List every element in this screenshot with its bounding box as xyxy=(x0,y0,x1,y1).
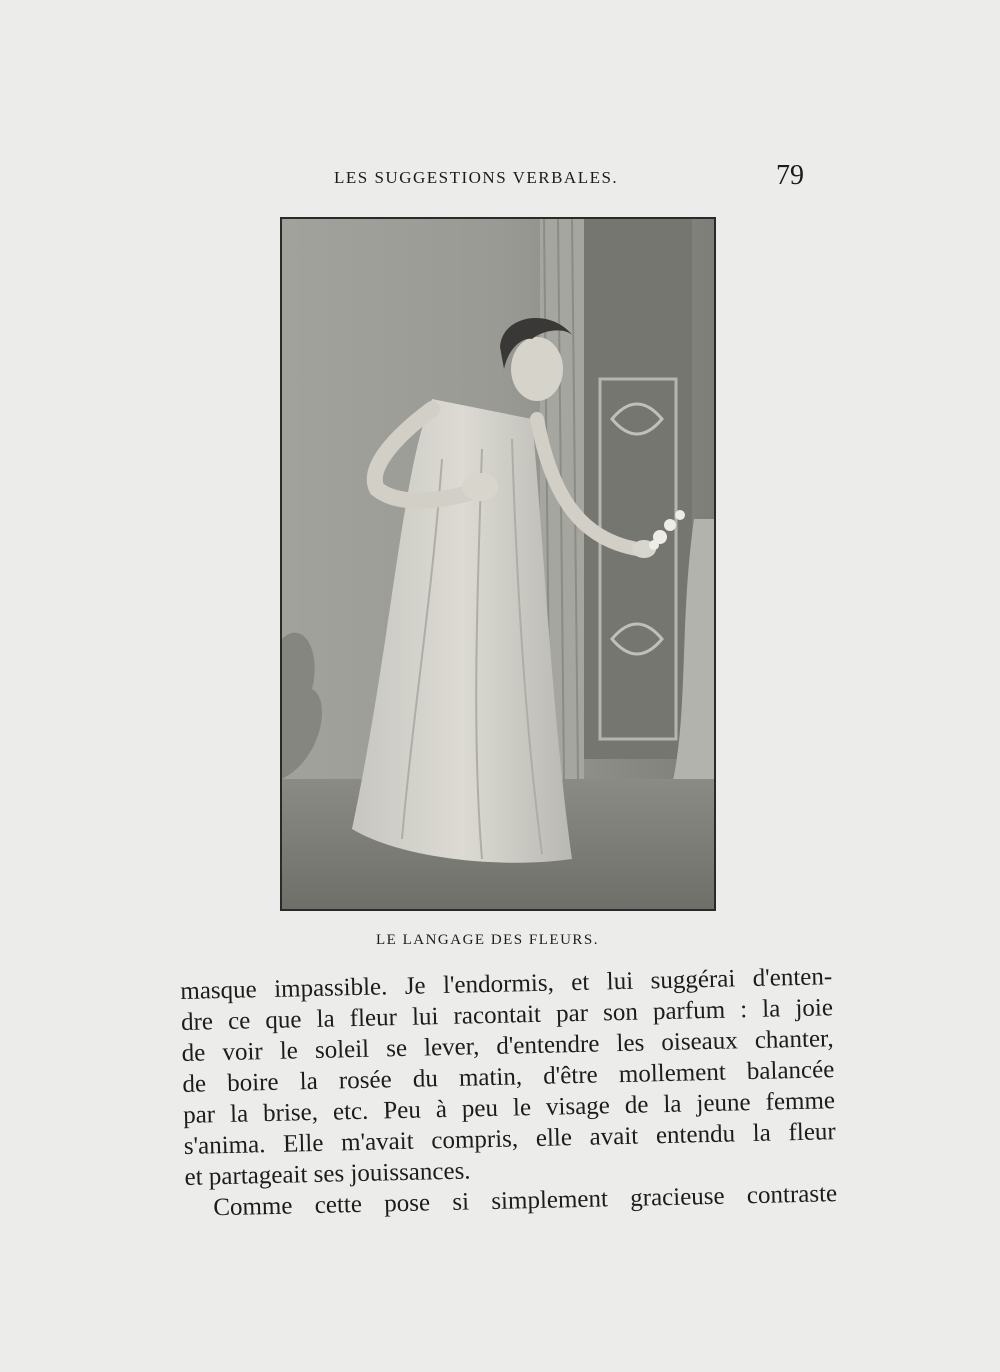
text-line: dre ce que la fleur lui racontait par son parfum : la joie xyxy=(180,994,834,1036)
text-line: par la brise, etc. Peu à peu le visage de la jeune femme xyxy=(182,1087,836,1129)
running-head: LES SUGGESTIONS VERBALES. xyxy=(334,168,619,187)
text-line: masque impassible. Je l'endormis, et lui suggérai d'enten- xyxy=(180,963,833,1005)
text-line: de boire la rosée du matin, d'être mollement balancée xyxy=(182,1056,835,1098)
photograph-woman-with-flower xyxy=(282,219,714,909)
photo-plate xyxy=(280,217,716,911)
plate-caption: LE LANGAGE DES FLEURS. xyxy=(376,932,599,948)
page-number: 79 xyxy=(776,160,804,191)
text-line: de voir le soleil se lever, d'entendre les oiseaux chanter, xyxy=(181,1025,834,1067)
text-line: et partageait ses jouissances. xyxy=(184,1157,471,1191)
body-text xyxy=(180,961,837,1224)
text-line: Comme cette pose si simplement gracieuse contraste xyxy=(212,1180,838,1222)
text-line: s'anima. Elle m'avait compris, elle avait entendu la fleur xyxy=(183,1118,837,1160)
